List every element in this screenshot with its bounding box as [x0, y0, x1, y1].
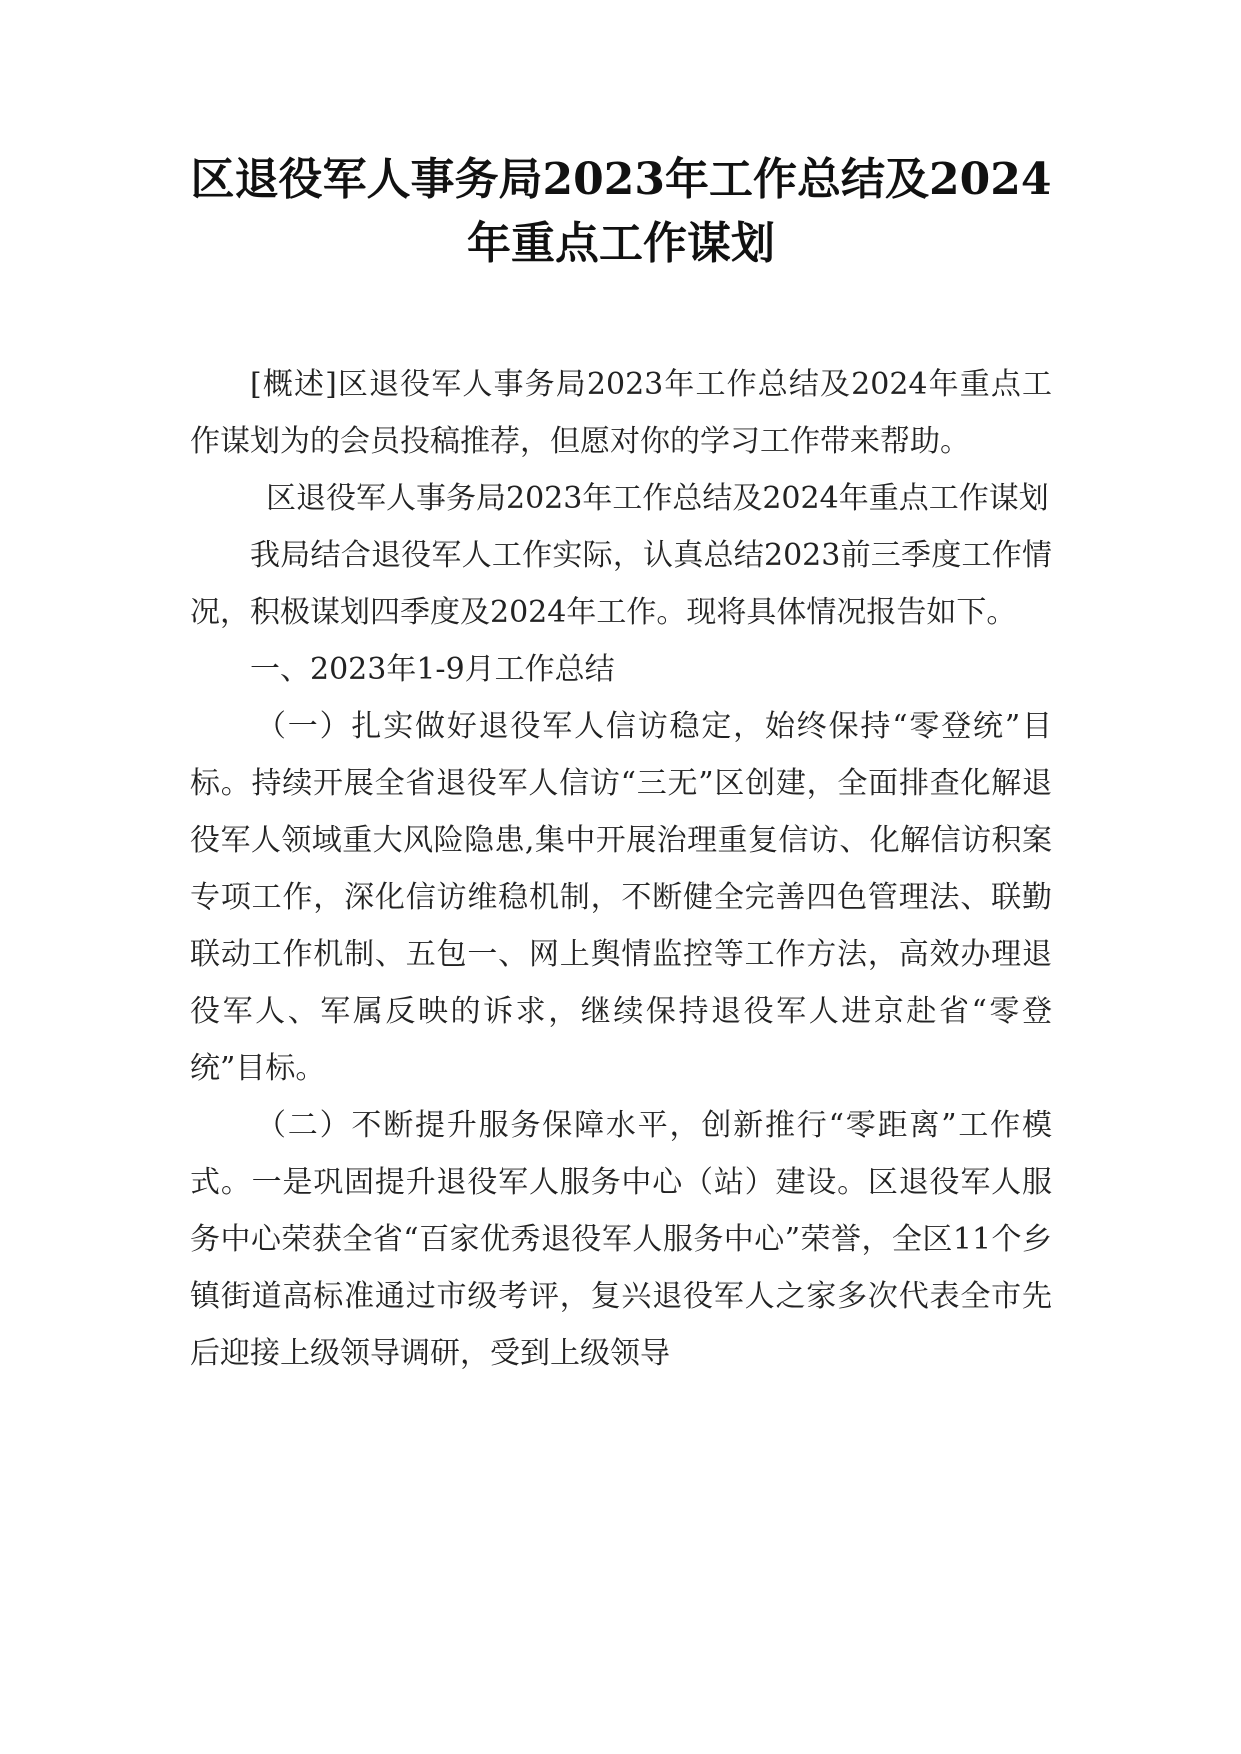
title-repeat-paragraph: 区退役军人事务局2023年工作总结及2024年重点工作谋划	[266, 481, 1049, 516]
intro-paragraph: 我局结合退役军人工作实际，认真总结2023前三季度工作情况，积极谋划四季度及2024年工作。现将具体情况报告如下。	[190, 538, 1052, 630]
subsection-paragraph-1: （一）扎实做好退役军人信访稳定，始终保持“零登统”目标。持续开展全省退役军人信访“三无”区创建，全面排查化解退役军人领域重大风险隐患,集中开展治理重复信访、化解信访积案专项工作，深化信访维稳机制，不断健全完善四色管理法、联勤联动工作机制、五包一、网上舆情监控等工作方法，高效办理退役军人、军属反映的诉求，继续保持退役军人进京赴省“零登统”目标。	[190, 709, 1052, 1086]
section-heading: 一、2023年1-9月工作总结	[250, 652, 615, 687]
document-body	[190, 356, 1052, 1382]
subsection-paragraph-2: （二）不断提升服务保障水平，创新推行“零距离”工作模式。一是巩固提升退役军人服务中心（站）建设。区退役军人服务中心荣获全省“百家优秀退役军人服务中心”荣誉，全区11个乡镇街道高标准通过市级考评，复兴退役军人之家多次代表全市先后迎接上级领导调研，受到上级领导	[190, 1108, 1052, 1371]
document-title: 区退役军人事务局2023年工作总结及2024年重点工作谋划	[190, 154, 1052, 269]
summary-paragraph: [概述]区退役军人事务局2023年工作总结及2024年重点工作谋划为的会员投稿推荐，但愿对你的学习工作带来帮助。	[190, 367, 1052, 459]
